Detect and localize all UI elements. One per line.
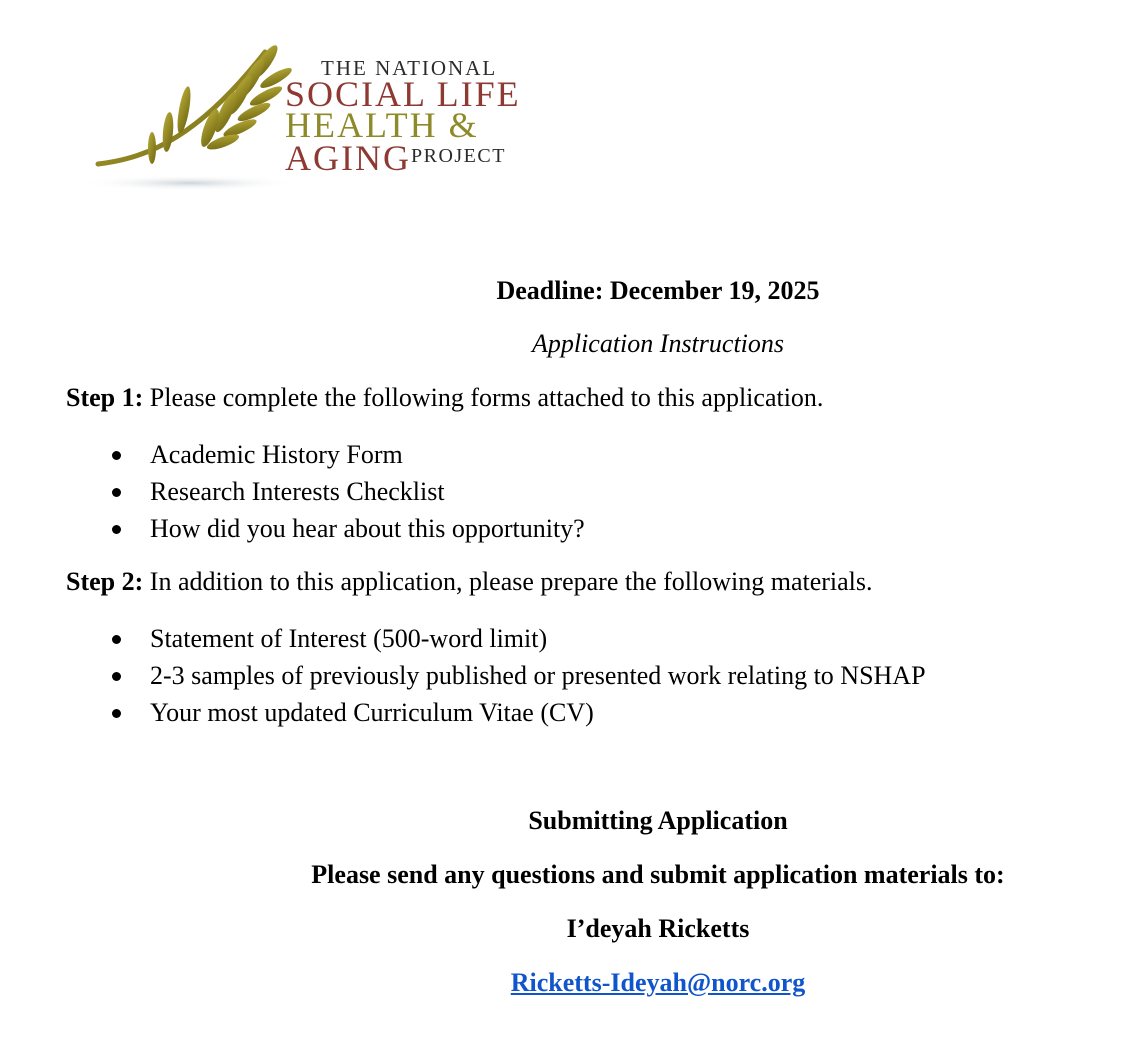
logo-line-1: THE NATIONAL: [321, 56, 498, 80]
list-item: Statement of Interest (500-word limit): [150, 620, 926, 657]
step2-list: [150, 620, 926, 731]
logo-line-4: [285, 138, 521, 178]
list-item: How did you hear about this opportunity?: [150, 510, 585, 547]
list-item: Academic History Form: [150, 436, 585, 473]
list-item: Your most updated Curriculum Vitae (CV): [150, 694, 926, 731]
step1-list: [150, 436, 585, 547]
list-item: 2-3 samples of previously published or presented work relating to NSHAP: [150, 657, 926, 694]
step1-paragraph: [66, 383, 823, 413]
deadline-heading: Deadline: December 19, 2025: [496, 276, 820, 305]
logo-line-2: SOCIAL LIFE: [285, 74, 521, 114]
nshap-logo: [80, 40, 560, 195]
contact-name: I’deyah Ricketts: [566, 914, 750, 943]
list-item: Research Interests Checklist: [150, 473, 585, 510]
step2-label: Step 2:: [66, 567, 144, 596]
email-line: [84, 968, 1148, 998]
step2-text: In addition to this application, please prepare the following materials.: [143, 567, 873, 596]
logo-project: PROJECT: [410, 145, 506, 167]
logo-line-3: HEALTH &: [285, 105, 479, 145]
email-link[interactable]: Ricketts-Ideyah@norc.org: [510, 968, 806, 997]
logo-wordmark: [285, 56, 521, 178]
step2-paragraph: [66, 567, 873, 597]
olive-branch-icon: [80, 40, 300, 195]
subtitle: Application Instructions: [531, 329, 785, 358]
logo-aging: AGING: [285, 138, 411, 178]
step1-label: Step 1:: [66, 383, 144, 412]
submitting-heading: Submitting Application: [528, 806, 788, 835]
step1-text: Please complete the following forms attached to this application.: [143, 383, 824, 412]
submit-instruction: Please send any questions and submit application materials to:: [311, 860, 1005, 889]
